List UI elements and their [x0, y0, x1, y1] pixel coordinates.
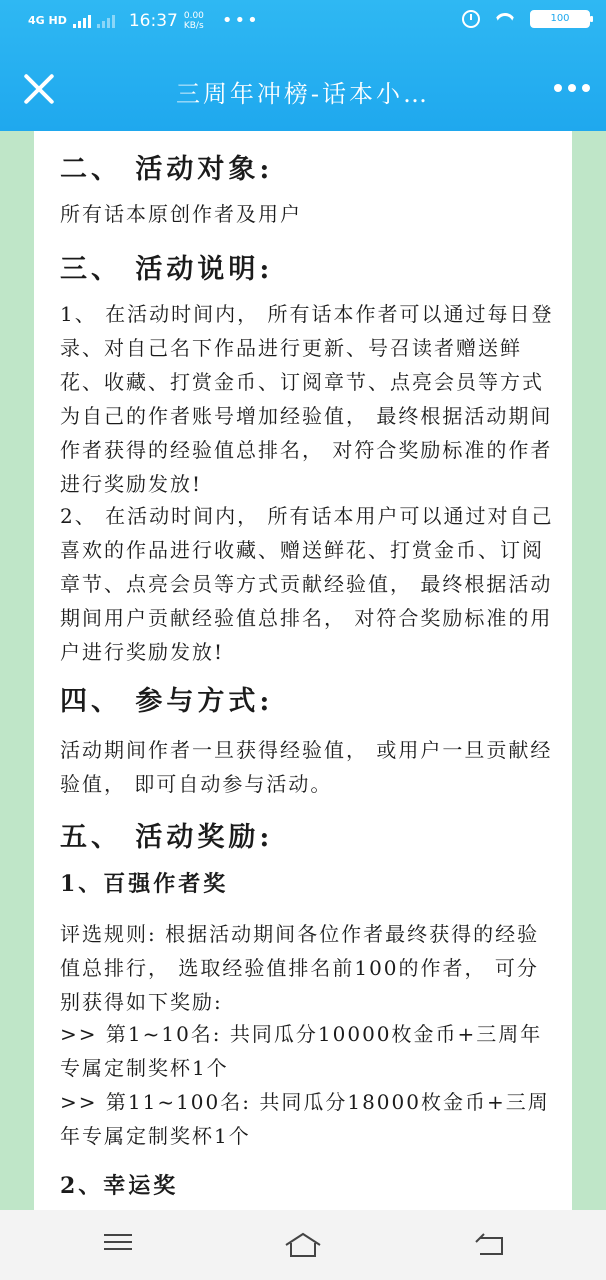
section-3-paragraph-1: 1、 在活动时间内， 所有话本作者可以通过每日登录、对自己名下作品进行更新、号召读者赠送鲜花、收藏、打赏金币、订阅章节、点亮会员等方式为自己的作者账号增加经验值， 最终根据活动期间作者获得的经验值总排名， 对符合奖励标准的作者进行奖励发放! [60, 302, 554, 496]
notification-dots: ••• [221, 10, 260, 31]
section-2-heading: 二、 活动对象: [60, 154, 274, 185]
award-2-heading: 2、幸运奖 [60, 1173, 179, 1199]
network-type: 4G HD [28, 14, 67, 27]
alarm-icon [462, 10, 480, 28]
wifi-icon [494, 11, 516, 27]
section-3-heading: 三、 活动说明: [60, 254, 274, 285]
section-5-heading: 五、 活动奖励: [60, 822, 274, 853]
page-title: 三周年冲榜-话本小… [175, 80, 431, 108]
section-2-text: 所有话本原创作者及用户 [60, 202, 302, 226]
back-icon[interactable] [472, 1230, 512, 1260]
title-bar [0, 44, 606, 131]
battery-icon: 100 [530, 10, 590, 28]
net-speed [184, 11, 202, 31]
clock: 16:37 [128, 10, 178, 31]
signal-icon [73, 14, 91, 28]
award-1-heading: 1、百强作者奖 [60, 871, 229, 897]
signal-2-icon [97, 14, 115, 28]
system-nav-bar [0, 1210, 606, 1280]
net-speed-value: 0.00 [183, 10, 204, 21]
menu-icon[interactable] [104, 1230, 144, 1260]
more-icon[interactable] [554, 84, 590, 92]
status-bar [0, 0, 606, 44]
section-3-paragraph-2: 2、 在活动时间内， 所有话本用户可以通过对自己喜欢的作品进行收藏、赠送鲜花、打赏金币、订阅章节、点亮会员等方式贡献经验值， 最终根据活动期间用户贡献经验值总排名， 对符合奖励标准的用户进行奖励发放! [60, 504, 554, 664]
content-card[interactable] [34, 131, 572, 1210]
net-speed-unit: KB/s [183, 20, 204, 31]
top-bar [0, 0, 606, 131]
award-1-item-2: >> 第11~100名: 共同瓜分18000枚金币+三周年专属定制奖杯1个 [60, 1090, 550, 1148]
home-icon[interactable] [283, 1230, 323, 1260]
award-1-item-1: >> 第1~10名: 共同瓜分10000枚金币+三周年专属定制奖杯1个 [60, 1022, 543, 1080]
award-1-rule: 评选规则: 根据活动期间各位作者最终获得的经验值总排行， 选取经验值排名前100的作者， 可分别获得如下奖励: [60, 922, 540, 1014]
section-4-text: 活动期间作者一旦获得经验值， 或用户一旦贡献经验值， 即可自动参与活动。 [60, 738, 553, 796]
section-4-heading: 四、 参与方式: [60, 686, 274, 717]
